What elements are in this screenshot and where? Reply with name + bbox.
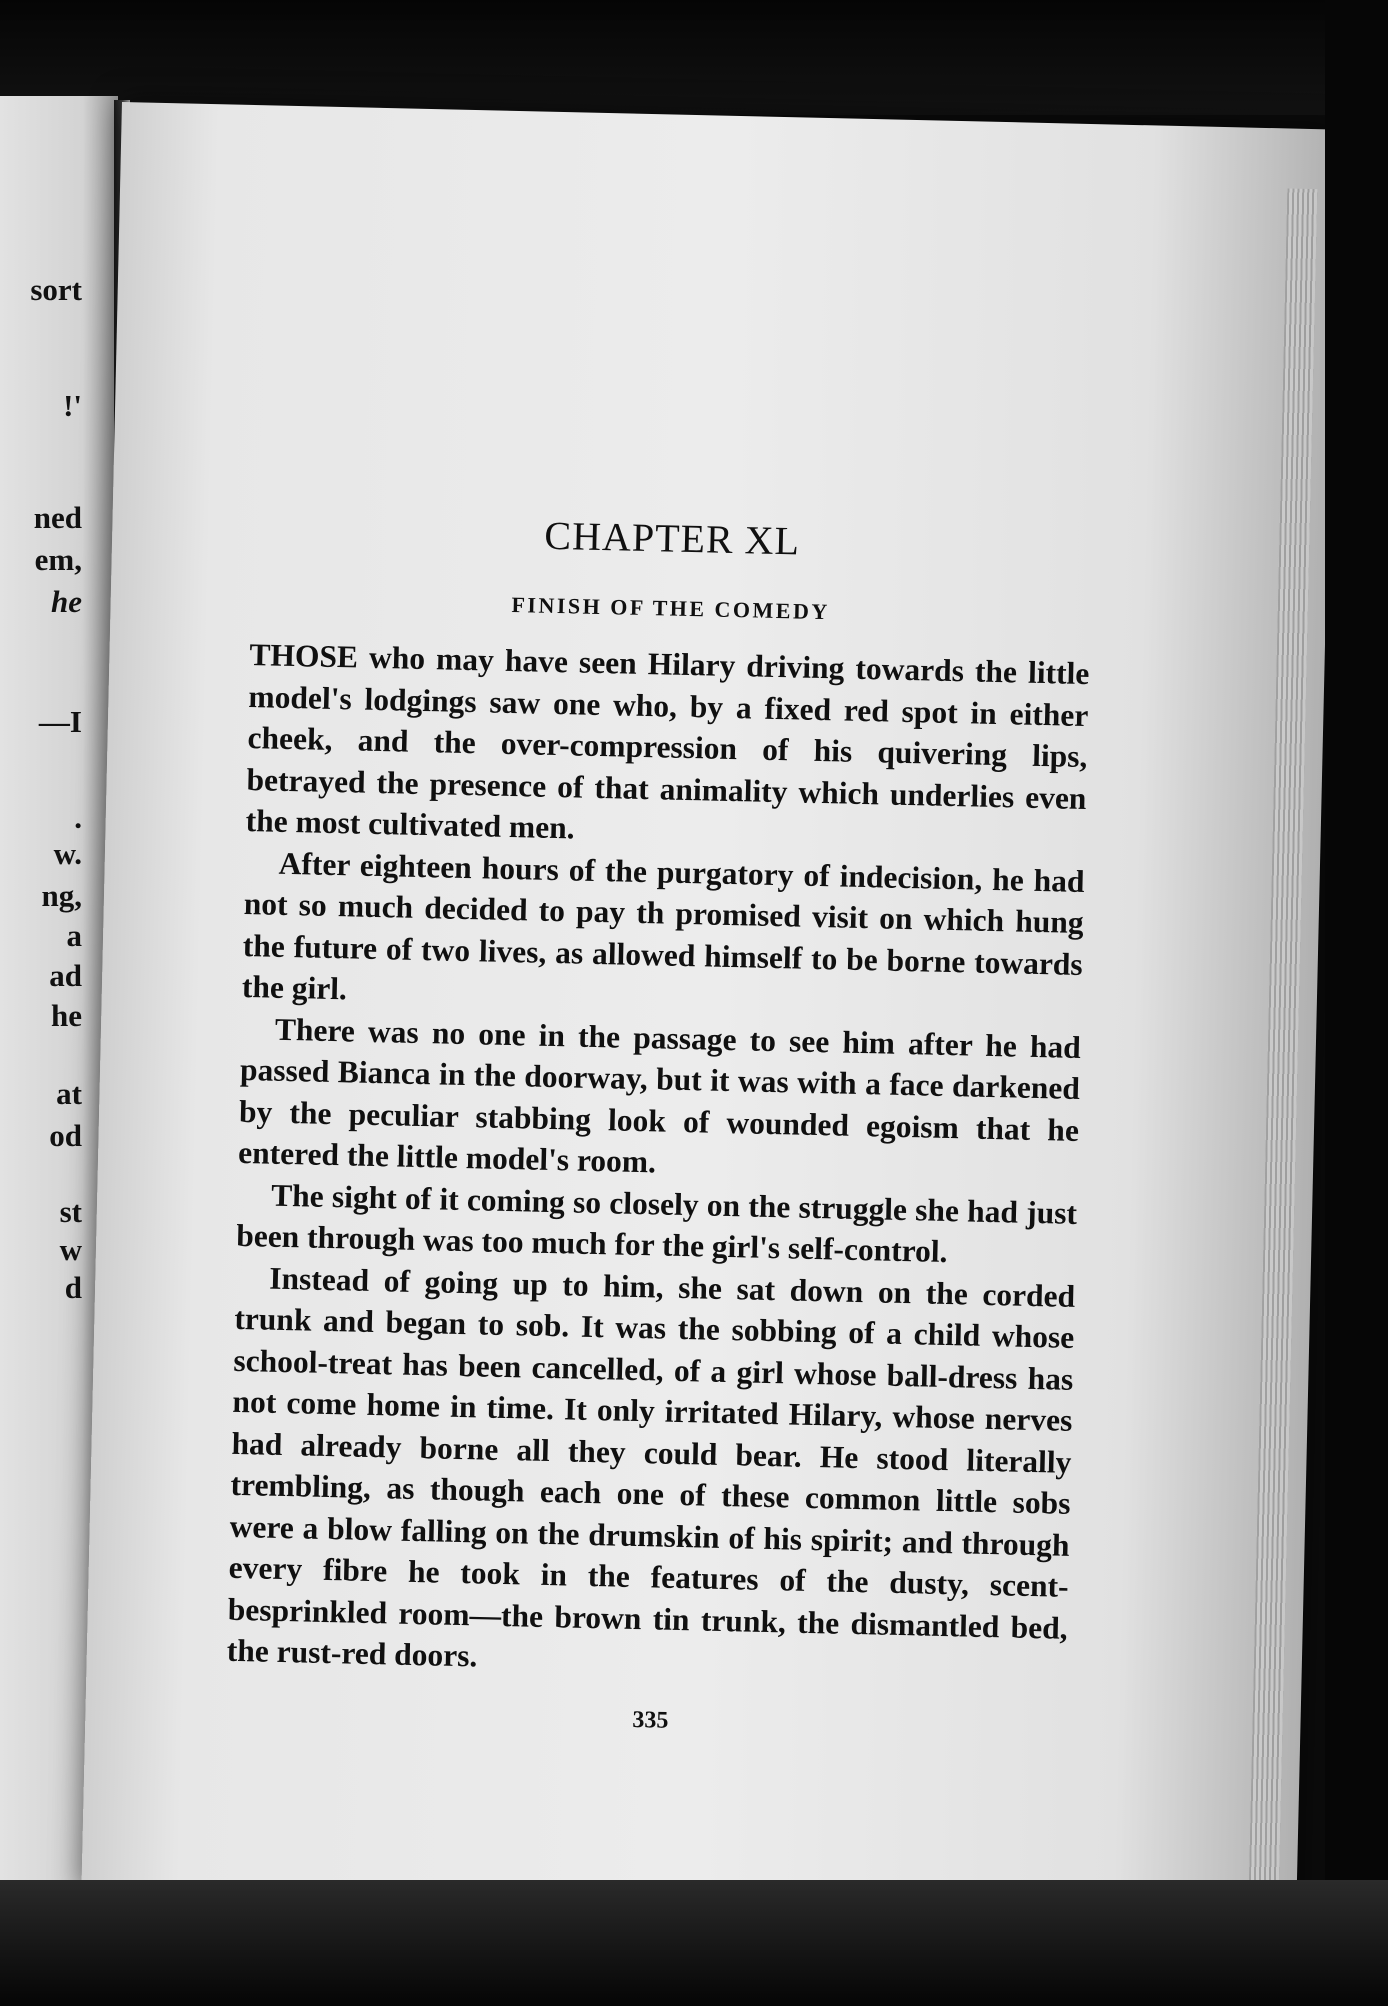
chapter-subtitle: FINISH OF THE COMEDY [511, 591, 831, 625]
left-page-fragment: —I [38, 704, 82, 739]
left-page-fragment: w [59, 1232, 82, 1267]
top-shadow [0, 0, 1388, 115]
paragraph: After eighteen hours of the purgatory of indecision, he had not so much decided to pay th promised visit on which hung the future of two lives, as allowed himself to be borne towards the girl. [241, 845, 1085, 1007]
right-shadow [1325, 0, 1388, 2006]
paragraph: There was no one in the passage to see him after he had passed Bianca in the doorway, but it was with a face darkened by the peculiar stabbing look of wounded egoism that he entered the little model's room. [237, 1011, 1082, 1180]
left-page-fragment: ned [33, 500, 82, 535]
left-page-fragment: ad [49, 958, 82, 993]
left-page-fragment: em, [34, 542, 82, 577]
page-content [225, 505, 1092, 1743]
chapter-title: CHAPTER XL [543, 512, 801, 564]
paragraph: Instead of going up to him, she sat down on the corded trunk and began to sob. It was the sobbing of a child whose school-treat has been cancelled, of a girl whose ball-dress has not come home in time. It only irritated Hilary, whose nerves had already borne all they could bear. He stood literally trembling, as though each one of these common little sobs were a blow falling on the drumskin of his spirit; and through every fibre he took in the features of the dusty, scent-besprinkled room—the brown tin trunk, the dismantled bed, the rust-red doors. [226, 1260, 1076, 1674]
left-page-fragment: ng, [41, 878, 82, 913]
left-page-fragment: sort [30, 272, 82, 307]
bottom-shadow [0, 1880, 1388, 2006]
left-page-fragment: he [51, 584, 82, 619]
left-page-fragment: d [64, 1270, 82, 1305]
left-page-fragment: st [59, 1194, 82, 1229]
left-page-fragment: w. [53, 836, 82, 871]
paragraph: The sight of it coming so closely on the struggle she had just been through was too much for the girl's self-control. [235, 1177, 1078, 1270]
paragraph: THOSE who may have seen Hilary driving towards the little model's lodgings saw one who, by a fixed red spot in either cheek, and the over-compression of his quivering lips, betrayed the presence of that animality which underlies even the most cultivated men. [245, 637, 1090, 846]
right-page [81, 102, 1336, 1919]
left-page-fragment: at [56, 1076, 82, 1111]
page-edge [1249, 188, 1318, 1888]
left-page-fragment: od [49, 1118, 82, 1153]
left-page-fragment: !' [63, 388, 82, 423]
left-page-fragment: . [74, 800, 82, 835]
page-number: 335 [632, 1706, 669, 1734]
left-page-fragment: he [51, 998, 82, 1033]
left-page-fragment: a [66, 918, 82, 953]
